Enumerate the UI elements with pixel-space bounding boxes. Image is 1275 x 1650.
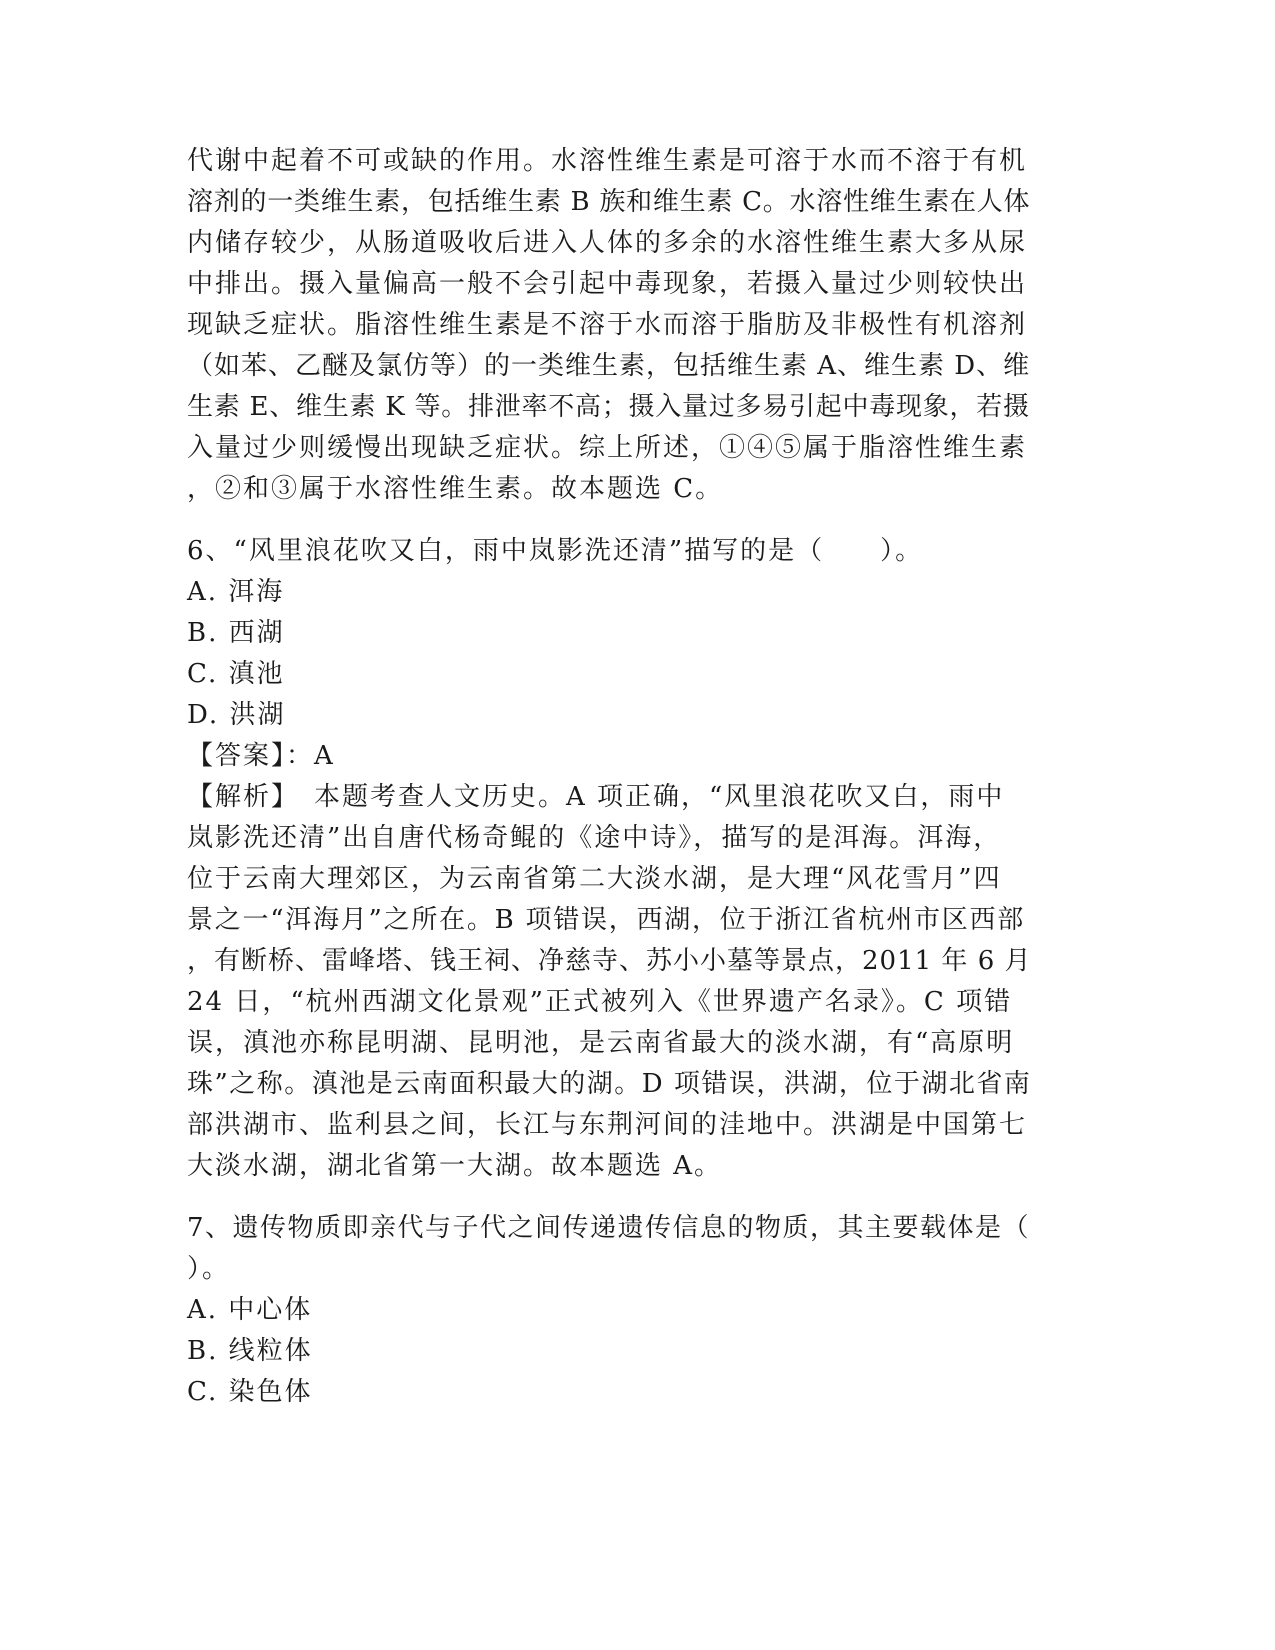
option-c: C. 滇池: [187, 659, 285, 689]
option-b: B. 西湖: [187, 618, 285, 648]
analysis-line: 位于云南大理郊区，为云南省第二大淡水湖，是大理“风花雪月”四: [187, 864, 1002, 894]
analysis-line: 【解析】 本题考查人文历史。A 项正确，“风里浪花吹又白，雨中: [187, 782, 1005, 812]
text-line: 生素 E、维生素 K 等。排泄率不高；摄入量过多易引起中毒现象，若摄: [187, 392, 1030, 422]
option-d: D. 洪湖: [187, 700, 286, 730]
question-stem: 7、遗传物质即亲代与子代之间传递遗传信息的物质，其主要载体是（: [187, 1213, 1031, 1243]
text-line: 代谢中起着不可或缺的作用。水溶性维生素是可溶于水而不溶于有机: [187, 146, 1028, 176]
option-c: C. 染色体: [187, 1377, 313, 1407]
analysis-line: 岚影洗还清”出自唐代杨奇鲲的《途中诗》，描写的是洱海。洱海，: [187, 823, 1002, 853]
question-stem: ）。: [187, 1254, 231, 1284]
question-stem: 6、“风里浪花吹又白，雨中岚影洗还清”描写的是（ ）。: [187, 536, 924, 566]
analysis-line: 大淡水湖，湖北省第一大湖。故本题选 A。: [187, 1151, 723, 1181]
text-line: 入量过少则缓慢出现缺乏症状。综上所述，①④⑤属于脂溶性维生素: [187, 433, 1028, 463]
analysis-line: 部洪湖市、监利县之间，长江与东荆河间的洼地中。洪湖是中国第七: [187, 1110, 1028, 1140]
analysis-line: ，有断桥、雷峰塔、钱王祠、净慈寺、苏小小墓等景点，2011 年 6 月: [187, 946, 1032, 976]
text-line: ，②和③属于水溶性维生素。故本题选 C。: [187, 474, 724, 504]
option-a: A. 洱海: [187, 577, 285, 607]
analysis-line: 误，滇池亦称昆明湖、昆明池，是云南省最大的淡水湖，有“高原明: [187, 1028, 1015, 1058]
text-line: 现缺乏症状。脂溶性维生素是不溶于水而溶于脂肪及非极性有机溶剂: [187, 310, 1028, 340]
option-a: A. 中心体: [187, 1295, 313, 1325]
text-line: （如苯、乙醚及氯仿等）的一类维生素，包括维生素 A、维生素 D、维: [187, 351, 1031, 381]
analysis-line: 24 日，“杭州西湖文化景观”正式被列入《世界遗产名录》。C 项错: [187, 987, 1013, 1017]
option-b: B. 线粒体: [187, 1336, 313, 1366]
answer-line: 【答案】：A: [187, 741, 335, 771]
text-line: 中排出。摄入量偏高一般不会引起中毒现象，若摄入量过少则较快出: [187, 269, 1028, 299]
text-line: 溶剂的一类维生素，包括维生素 B 族和维生素 C。水溶性维生素在人体: [187, 187, 1031, 217]
analysis-line: 珠”之称。滇池是云南面积最大的湖。D 项错误，洪湖，位于湖北省南: [187, 1069, 1032, 1099]
text-line: 内储存较少，从肠道吸收后进入人体的多余的水溶性维生素大多从尿: [187, 228, 1028, 258]
analysis-line: 景之一“洱海月”之所在。B 项错误，西湖，位于浙江省杭州市区西部: [187, 905, 1025, 935]
